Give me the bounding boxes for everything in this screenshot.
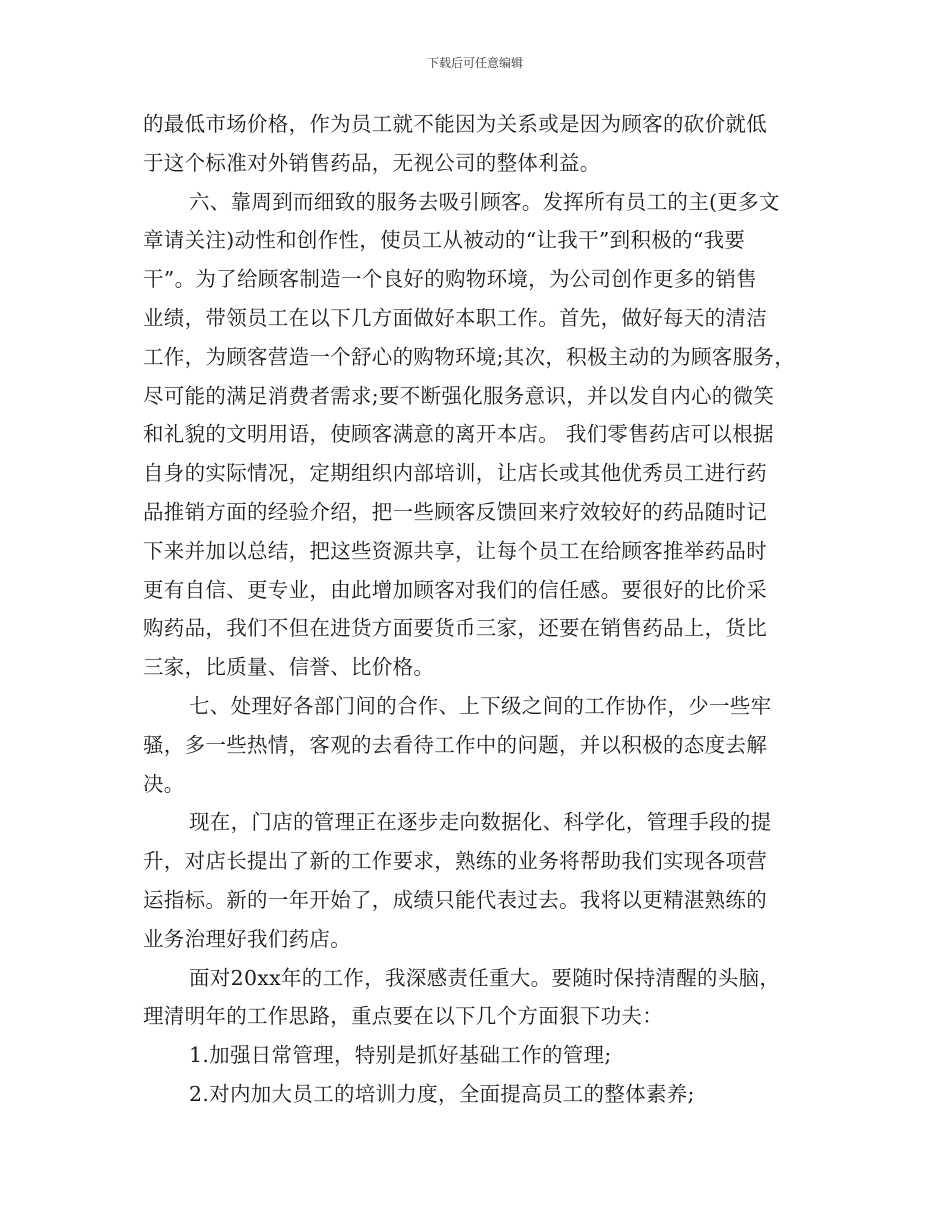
text-line: 面对20xx年的工作，我深感责任重大。要随时保持清醒的头脑， bbox=[189, 965, 781, 990]
text-line: 1.加强日常管理，特别是抓好基础工作的管理; bbox=[189, 1043, 612, 1068]
text-line: 理清明年的工作思路，重点要在以下几个方面狠下功夫： bbox=[143, 1004, 663, 1029]
text-line: 三家，比质量、信誉、比价格。 bbox=[143, 655, 435, 680]
text-line: 更有自信、更专业，由此增加顾客对我们的信任感。要很好的比价采 bbox=[143, 577, 767, 602]
text-line: 工作，为顾客营造一个舒心的购物环境;其次，积极主动的为顾客服务， bbox=[143, 344, 796, 369]
text-line: 运指标。新的一年开始了，成绩只能代表过去。我将以更精湛熟练的 bbox=[143, 887, 767, 912]
text-line: 的最低市场价格，作为员工就不能因为关系或是因为顾客的砍价就低 bbox=[143, 112, 767, 136]
text-line: 七、处理好各部门间的合作、上下级之间的工作协作，少一些牢 bbox=[189, 693, 772, 718]
text-line: 下来并加以总结，把这些资源共享，让每个员工在给顾客推举药品时 bbox=[143, 538, 767, 563]
page-header: 下载后可任意编辑 bbox=[426, 56, 523, 70]
text-line: 于这个标准对外销售药品，无视公司的整体利益。 bbox=[143, 150, 601, 175]
document-body bbox=[143, 105, 823, 1114]
text-line: 2.对内加大员工的培训力度，全面提高员工的整体素养; bbox=[189, 1081, 695, 1106]
text-line: 品推销方面的经验介绍，把一些顾客反馈回来疗效较好的药品随时记 bbox=[143, 499, 767, 524]
text-line: 升，对店长提出了新的工作要求，熟练的业务将帮助我们实现各项营 bbox=[143, 849, 767, 874]
text-line: 骚，多一些热情，客观的去看待工作中的问题，并以积极的态度去解 bbox=[143, 732, 767, 757]
text-line: 尽可能的满足消费者需求;要不断强化服务意识，并以发自内心的微笑 bbox=[143, 383, 775, 408]
text-line: 六、靠周到而细致的服务去吸引顾客。发挥所有员工的主(更多文 bbox=[189, 189, 780, 214]
text-line: 自身的实际情况，定期组织内部培训，让店长或其他优秀员工进行药 bbox=[143, 461, 767, 486]
text-line: 业务治理好我们药店。 bbox=[143, 926, 351, 951]
text-line: 购药品，我们不但在进货方面要货币三家，还要在销售药品上，货比 bbox=[143, 616, 767, 641]
text-line: 章请关注)动性和创作性，使员工从被动的“让我干”到积极的“我要 bbox=[143, 228, 746, 253]
text-line: 和礼貌的文明用语，使顾客满意的离开本店。 我们零售药店可以根据 bbox=[143, 422, 774, 447]
text-line: 决。 bbox=[143, 771, 185, 796]
text-line: 业绩，带领员工在以下几方面做好本职工作。首先，做好每天的清洁 bbox=[143, 305, 767, 330]
text-line: 干”。为了给顾客制造一个良好的购物环境，为公司创作更多的销售 bbox=[143, 267, 757, 292]
text-line: 现在，门店的管理正在逐步走向数据化、科学化，管理手段的提 bbox=[189, 810, 772, 835]
